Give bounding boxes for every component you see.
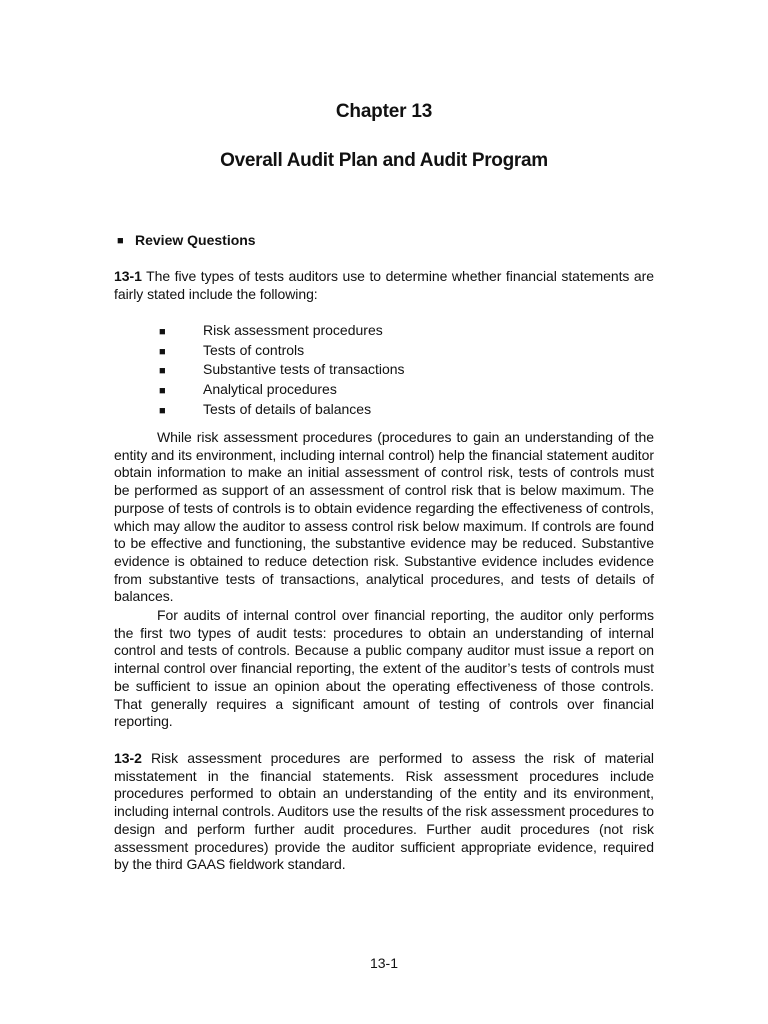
question-13-1-paragraph-2: For audits of internal control over financial reporting, the auditor only performs the first two types of audit tests: procedures to obtain an understanding of internal control and tests of controls. Because a public company auditor must issue a report on internal control over financial reporting, the extent of the auditor’s tests of controls must be sufficient to issue an opinion about the operating effectiveness of those controls. That generally requires a significant amount of testing of controls over financial reporting.	[114, 607, 654, 730]
list-item-text: Tests of controls	[203, 341, 305, 358]
square-bullet-icon: ■	[117, 235, 124, 247]
list-item	[159, 381, 405, 401]
list-item-text: Tests of details of balances	[203, 400, 372, 417]
list-item-text: Substantive tests of transactions	[203, 361, 405, 378]
list-item	[159, 322, 405, 342]
section-heading	[117, 232, 256, 248]
test-types-list	[159, 322, 405, 421]
section-heading-text: Review Questions	[135, 232, 256, 248]
chapter-title: Chapter 13	[335, 101, 433, 122]
question-13-1-paragraph-1: While risk assessment procedures (procedures to gain an understanding of the entity and its environment, including internal control) help the financial statement auditor obtain information to make an initial assessment of control risk, tests of controls must be performed as support of an assessment of control risk that is below maximum. The purpose of tests of controls is to obtain evidence regarding the effectiveness of controls, which may allow the auditor to assess control risk below maximum. If controls are found to be effective and functioning, the substantive evidence may be reduced. Substantive evidence is obtained to reduce detection risk. Substantive evidence includes evidence from substantive tests of transactions, analytical procedures, and tests of details of balances.	[114, 429, 654, 605]
question-intro-text: The five types of tests auditors use to determine whether financial statements are fairly stated include the following:	[114, 268, 654, 302]
list-item	[159, 342, 405, 362]
question-13-1-intro	[114, 268, 654, 303]
question-13-2	[114, 750, 654, 874]
square-bullet-icon: ■	[159, 345, 166, 358]
list-item-text: Analytical procedures	[203, 381, 337, 398]
list-item	[159, 361, 405, 381]
list-item-text: Risk assessment procedures	[203, 322, 383, 338]
square-bullet-icon: ■	[159, 365, 166, 378]
question-number: 13-2	[114, 750, 142, 766]
square-bullet-icon: ■	[159, 326, 166, 338]
list-item	[159, 401, 405, 421]
square-bullet-icon: ■	[159, 385, 166, 398]
page-number: 13-1	[369, 955, 399, 971]
question-number: 13-1	[114, 268, 142, 284]
square-bullet-icon: ■	[159, 404, 166, 417]
chapter-subtitle: Overall Audit Plan and Audit Program	[220, 150, 548, 171]
question-text: Risk assessment procedures are performed to assess the risk of material misstatement in the financial statements. Risk assessment procedures include procedures performed to obtain an understanding of the entity and its environment, including internal controls. Auditors use the results of the risk assessment procedures to design and perform further audit procedures. Further audit procedures (not risk assessment procedures) provide the auditor sufficient appropriate evidence, required by the third GAAS fieldwork standard.	[114, 750, 654, 873]
